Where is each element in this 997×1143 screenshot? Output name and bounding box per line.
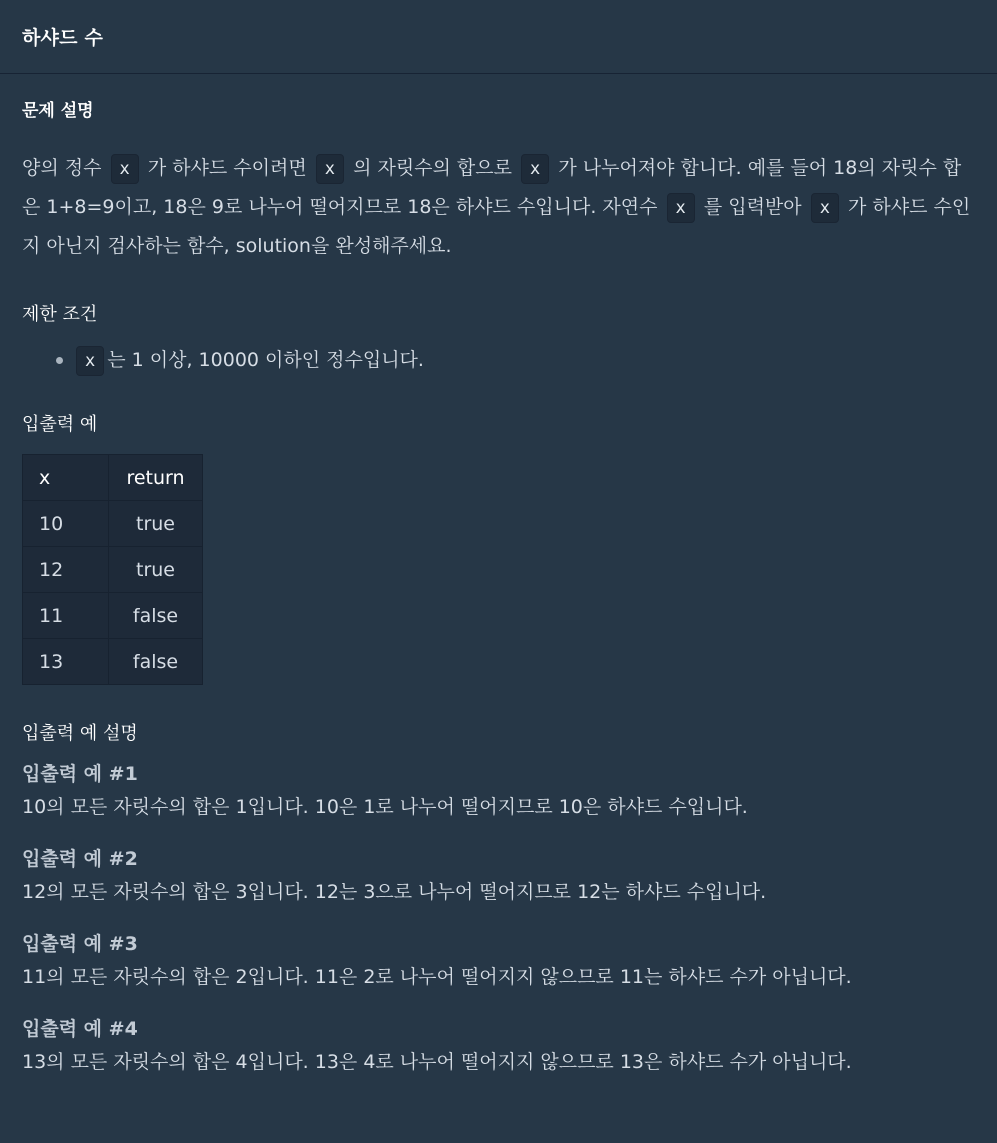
column-header-x: x <box>23 455 109 501</box>
table-cell-x: 12 <box>23 547 109 593</box>
inline-code: x <box>521 154 549 184</box>
io-examples-table <box>22 454 203 685</box>
table-row <box>23 639 203 685</box>
example-title: 입출력 예 #1 <box>22 763 138 785</box>
inline-code: x <box>667 193 695 223</box>
io-explanation-heading: 입출력 예 설명 <box>22 723 138 744</box>
io-examples-heading: 입출력 예 <box>22 414 98 435</box>
description-text: 가 하샤드 수이려면 <box>147 157 307 179</box>
constraints-heading: 제한 조건 <box>22 304 98 325</box>
description-text: 가 나누어져야 합니다. 예를 들어 18의 자릿수 합은 1+8=9이고, 18은 9로 나누어 떨어지므로 18은 하샤드 수입니다. 자연수 <box>22 157 962 218</box>
description-paragraph <box>22 149 975 266</box>
inline-code: x <box>316 154 344 184</box>
description-text: 를 입력받아 <box>703 196 802 218</box>
inline-code: x <box>76 346 104 376</box>
inline-code: x <box>811 193 839 223</box>
example-title: 입출력 예 #2 <box>22 848 138 870</box>
bullet-icon <box>56 357 63 364</box>
table-cell-return: true <box>109 501 203 547</box>
io-explanation-list <box>22 759 975 1077</box>
inline-code: x <box>111 154 139 184</box>
constraint-item <box>54 344 975 376</box>
example-title: 입출력 예 #4 <box>22 1018 138 1040</box>
problem-header <box>0 0 997 74</box>
description-text: 양의 정수 <box>22 157 102 179</box>
table-cell-x: 10 <box>23 501 109 547</box>
table-row <box>23 501 203 547</box>
table-cell-return: true <box>109 547 203 593</box>
problem-title: 하샤드 수 <box>22 27 104 49</box>
table-cell-x: 11 <box>23 593 109 639</box>
constraints-list <box>22 344 975 376</box>
table-cell-return: false <box>109 639 203 685</box>
example-text: 12의 모든 자릿수의 합은 3입니다. 12는 3으로 나누어 떨어지므로 12는 하샤드 수입니다. <box>22 881 767 903</box>
example-title: 입출력 예 #3 <box>22 933 138 955</box>
table-cell-return: false <box>109 593 203 639</box>
table-row <box>23 593 203 639</box>
example-text: 10의 모든 자릿수의 합은 1입니다. 10은 1로 나누어 떨어지므로 10은 하샤드 수입니다. <box>22 796 748 818</box>
problem-content <box>0 74 997 1077</box>
table-cell-x: 13 <box>23 639 109 685</box>
description-heading: 문제 설명 <box>22 101 94 121</box>
example-text: 13의 모든 자릿수의 합은 4입니다. 13은 4로 나누어 떨어지지 않으므로 13은 하샤드 수가 아닙니다. <box>22 1051 852 1073</box>
table-header-row <box>23 455 203 501</box>
example-text: 11의 모든 자릿수의 합은 2입니다. 11은 2로 나누어 떨어지지 않으므로 11는 하샤드 수가 아닙니다. <box>22 966 852 988</box>
description-text: 의 자릿수의 합으로 <box>353 157 512 179</box>
column-header-return: return <box>109 455 203 501</box>
description-text: 가 하샤드 수인지 아닌지 검사하는 함수, solution을 완성해주세요. <box>22 196 971 257</box>
constraint-text: 는 1 이상, 10000 이하인 정수입니다. <box>107 349 424 371</box>
table-row <box>23 547 203 593</box>
